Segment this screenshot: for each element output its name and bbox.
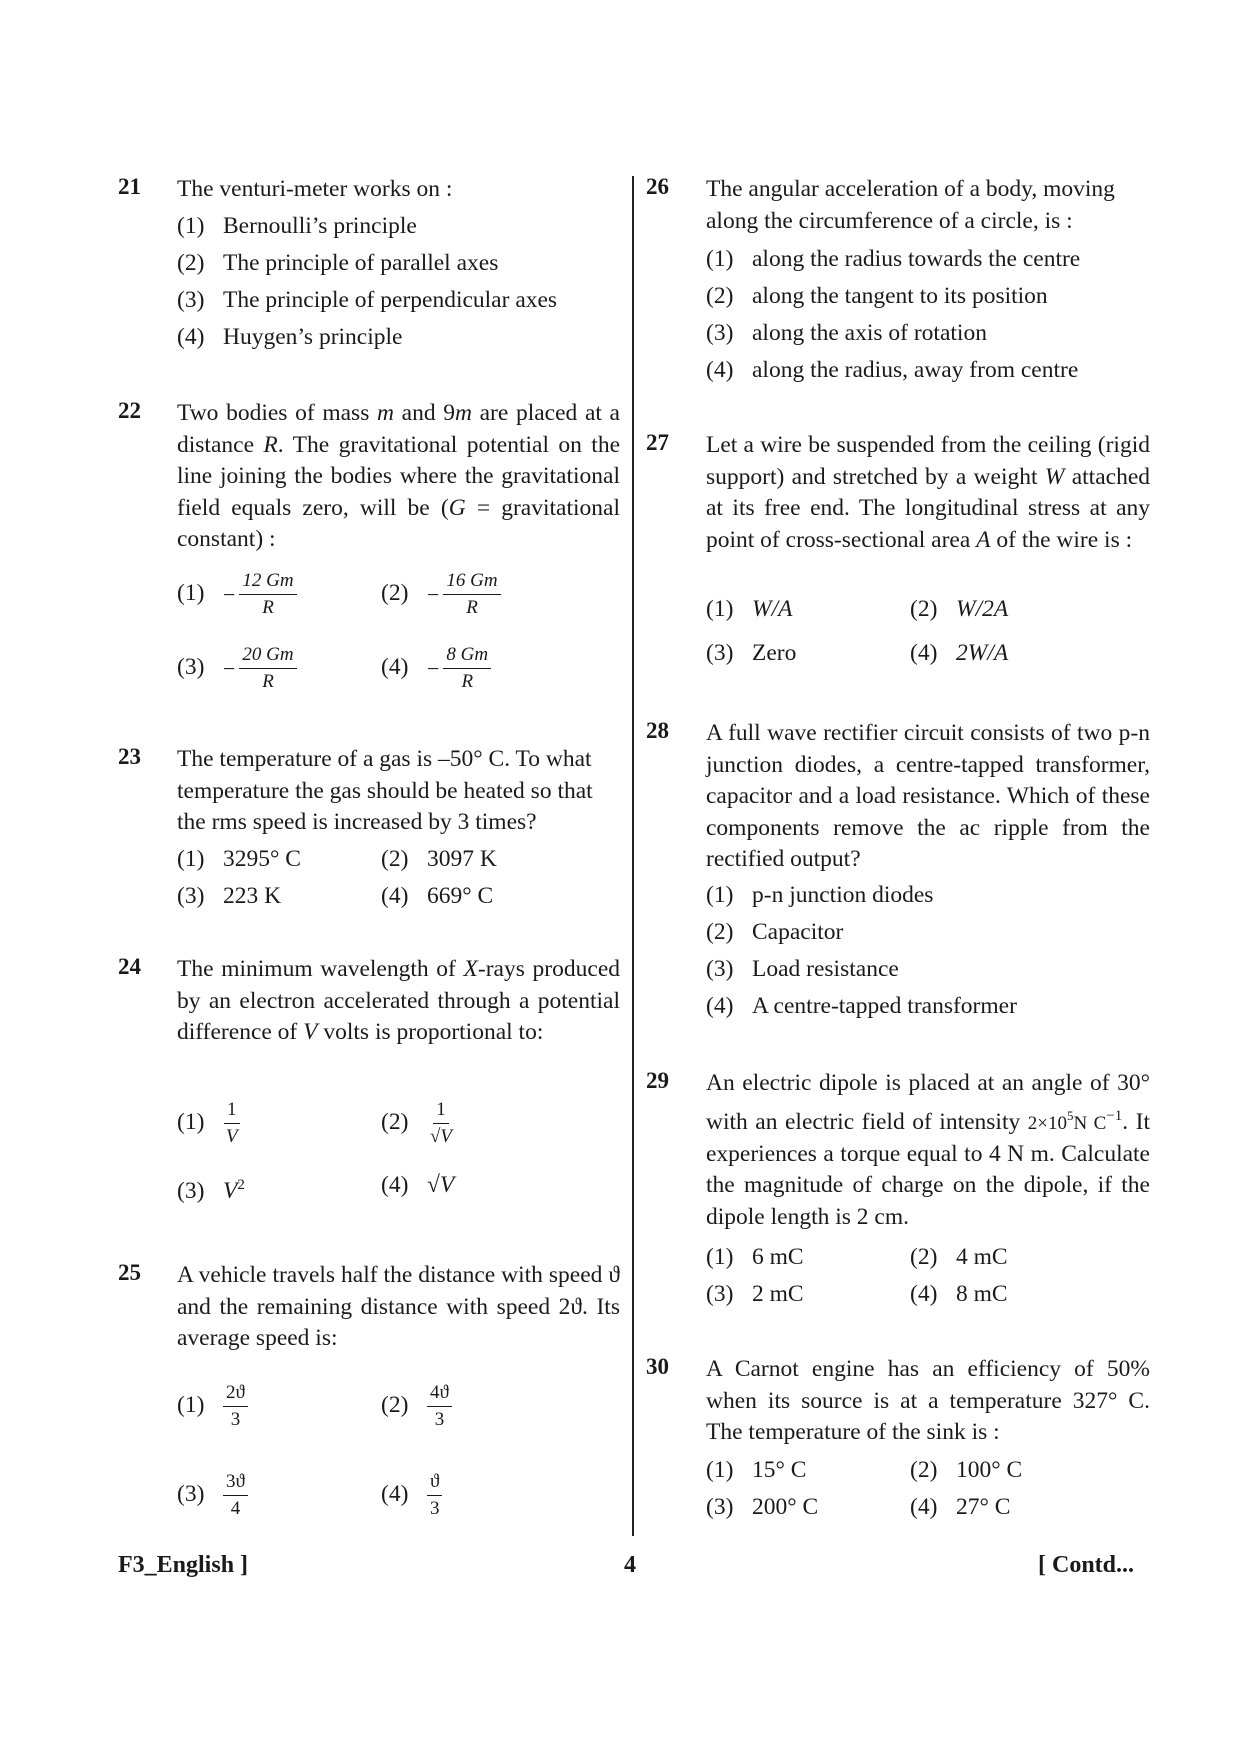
option-label: (1) [177, 579, 205, 606]
option-2 [381, 1099, 455, 1148]
option-2 [910, 1242, 1008, 1273]
question-number: 23 [118, 744, 141, 769]
option-text: A centre-tapped transformer [752, 993, 1017, 1019]
option-label: (2) [381, 1108, 409, 1135]
option-3 [177, 881, 281, 912]
column-divider [632, 176, 634, 1536]
option-text: along the radius, away from centre [752, 357, 1079, 383]
option-text: 8 mC [956, 1281, 1008, 1307]
option-label: (4) [381, 653, 409, 680]
question-number: 22 [118, 398, 141, 423]
option-label: (2) [910, 1457, 938, 1483]
option-1 [177, 211, 417, 242]
option-text: 100° C [956, 1457, 1023, 1483]
option-text: W/2A [956, 596, 1009, 622]
question-number: 29 [646, 1068, 669, 1093]
option-label: (2) [706, 283, 734, 309]
option-text: p-n junction diodes [752, 882, 934, 908]
option-4: (4) − $\frac{8 Gm}{R}$ [381, 644, 491, 693]
option-4 [706, 355, 1078, 386]
option-text: 200° C [752, 1494, 819, 1520]
option-3 [706, 1279, 804, 1310]
option-3 [706, 638, 796, 669]
option-label: (3) [177, 287, 205, 313]
option-label: (4) [381, 1480, 409, 1507]
question-number: 21 [118, 174, 141, 199]
option-label: (2) [177, 250, 205, 276]
option-text: 223 K [223, 883, 282, 909]
option-label: (3) [706, 1281, 734, 1307]
option-1 [177, 1099, 241, 1148]
fraction: $\frac{1}{V}$ [226, 1099, 238, 1147]
question-number: 24 [118, 954, 141, 979]
option-text: along the axis of rotation [752, 320, 987, 346]
question-number: 26 [646, 174, 669, 199]
option-2 [910, 594, 1008, 625]
option-4 [910, 638, 1008, 669]
option-label: (1) [706, 882, 734, 908]
option-text: Load resistance [752, 956, 899, 982]
option-text: 6 mC [752, 1244, 804, 1270]
option-label: (2) [381, 579, 409, 606]
option-text: Huygen’s principle [223, 324, 403, 350]
option-label: (3) [706, 1494, 734, 1520]
option-3 [177, 1471, 248, 1520]
option-label: (3) [706, 956, 734, 982]
question-21 [118, 174, 620, 354]
option-label: (3) [177, 883, 205, 909]
option-label: (4) [381, 1172, 409, 1198]
option-label: (2) [381, 1391, 409, 1418]
fraction: $\frac{ϑ}{3}$ [427, 1471, 443, 1520]
question-26 [646, 174, 1150, 394]
option-text: Zero [752, 640, 797, 666]
option-3: (3) $V^2$ [177, 1170, 245, 1207]
fraction: $\frac{3ϑ}{4}$ [223, 1471, 248, 1520]
option-label: (4) [910, 640, 938, 666]
question-number: 25 [118, 1260, 141, 1285]
option-1: (1) − $\frac{12 Gm}{R}$ [177, 570, 297, 619]
option-2 [177, 248, 498, 279]
option-text: The principle of parallel axes [223, 250, 499, 276]
option-label: (1) [177, 1391, 205, 1418]
option-2 [381, 1382, 452, 1431]
option-3 [706, 1492, 818, 1523]
option-text: 15° C [752, 1457, 807, 1483]
option-label: (1) [177, 213, 205, 239]
option-label: (1) [706, 1244, 734, 1270]
option-text: 3295° C [223, 846, 301, 872]
question-25 [118, 1260, 620, 1540]
option-1 [177, 844, 301, 875]
footer-page-number: 4 [624, 1552, 636, 1578]
option-2 [706, 917, 843, 948]
option-label: (4) [381, 883, 409, 909]
fraction: $\frac{20 Gm}{R}$ [239, 644, 296, 693]
option-label: (4) [706, 357, 734, 383]
option-label: (3) [706, 320, 734, 346]
option-2: (2) − $\frac{16 Gm}{R}$ [381, 570, 501, 619]
question-stem: The angular acceleration of a body, moving along the circumference of a circle, is : [706, 176, 1115, 234]
option-text: √V [427, 1172, 455, 1198]
question-stem: Let a wire be suspended from the ceiling (rigid support) and stretched by a weight W attached at its free end. The longitudinal stress at any point of cross-sectional area A of the wire is : [706, 432, 1150, 553]
option-3 [177, 285, 557, 316]
footer-contd: [ Contd... [1038, 1552, 1135, 1578]
option-label: (2) [910, 596, 938, 622]
option-label: (4) [706, 993, 734, 1019]
option-4 [177, 322, 402, 353]
question-stem: The minimum wavelength of X-rays produced by an electron accelerated through a potential difference of V volts is proportional to: [177, 956, 620, 1045]
option-label: (3) [177, 1480, 205, 1507]
question-30 [646, 1354, 1150, 1534]
option-4 [706, 991, 1017, 1022]
option-text: 4 mC [956, 1244, 1008, 1270]
option-1 [706, 880, 933, 911]
fraction: $\frac{12 Gm}{R}$ [239, 570, 296, 619]
option-3 [706, 318, 987, 349]
option-label: (1) [706, 1457, 734, 1483]
option-text: 2W/A [956, 640, 1009, 666]
option-label: (2) [910, 1244, 938, 1270]
question-22 [118, 398, 620, 708]
option-label: (4) [910, 1494, 938, 1520]
option-text: Capacitor [752, 919, 844, 945]
option-2 [381, 844, 497, 875]
question-number: 30 [646, 1354, 669, 1379]
option-text: along the radius towards the centre [752, 246, 1081, 272]
fraction: $\frac{2ϑ}{3}$ [223, 1382, 248, 1431]
option-text: The principle of perpendicular axes [223, 287, 558, 313]
option-4 [381, 1170, 454, 1201]
option-1 [706, 1455, 806, 1486]
question-number: 28 [646, 718, 669, 743]
footer-paper-code: F3_English ] [118, 1552, 249, 1578]
fraction: $\frac{16 Gm}{R}$ [443, 570, 500, 619]
option-label: (3) [706, 640, 734, 666]
option-label: (1) [177, 1108, 205, 1135]
option-text: 27° C [956, 1494, 1011, 1520]
question-stem: Two bodies of mass m and 9m are placed at a distance R. The gravitational potential on the line joining the bodies where the gravitational field equals zero, will be (G = gravitational constant) : [177, 400, 620, 552]
question-stem: The venturi-meter works on : [177, 176, 453, 202]
option-2 [706, 281, 1048, 312]
option-4 [381, 881, 493, 912]
option-1 [177, 1382, 248, 1431]
option-1 [706, 1242, 804, 1273]
option-label: (2) [381, 846, 409, 872]
question-stem: The temperature of a gas is –50° C. To what temperature the gas should be heated so that the rms speed is increased by 3 times? [177, 746, 593, 835]
question-27 [646, 430, 1150, 680]
question-23 [118, 744, 620, 914]
option-3: (3) − $\frac{20 Gm}{R}$ [177, 644, 297, 693]
option-text: 3097 K [427, 846, 497, 872]
option-label: (1) [706, 596, 734, 622]
option-label: (2) [706, 919, 734, 945]
option-label: (1) [177, 846, 205, 872]
option-1 [706, 244, 1080, 275]
question-stem: A Carnot engine has an efficiency of 50% when its source is at a temperature 327° C. The temperature of the sink is : [706, 1356, 1150, 1445]
question-29 [646, 1068, 1150, 1318]
question-stem: A full wave rectifier circuit consists of two p-n junction diodes, a centre-tapped transformer, capacitor and a load resistance. Which of these components remove the ac ripple from the rectified output? [706, 720, 1150, 872]
option-2 [910, 1455, 1022, 1486]
fraction: $\frac{4ϑ}{3}$ [427, 1382, 452, 1431]
option-text: 2 mC [752, 1281, 804, 1307]
question-24 [118, 954, 620, 1224]
fraction: $\frac{8 Gm}{R}$ [443, 644, 491, 693]
question-stem: A vehicle travels half the distance with speed ϑ and the remaining distance with speed 2ϑ. Its average speed is: [177, 1262, 620, 1351]
option-label: (4) [910, 1281, 938, 1307]
option-4 [910, 1279, 1008, 1310]
option-label: (1) [706, 246, 734, 272]
option-text: W/A [752, 596, 793, 622]
option-text: Bernoulli’s principle [223, 213, 417, 239]
question-number: 27 [646, 430, 669, 455]
option-3 [706, 954, 899, 985]
question-28 [646, 718, 1150, 1018]
fraction: $\frac{1}{√V}$ [430, 1099, 453, 1147]
option-4 [381, 1471, 443, 1520]
question-stem: An electric dipole is placed at an angle of 30° with an electric field of intensity $2\times 10^5N$ $C^{-1}$. It experiences a torque equal to 4 N m. Calculate the magnitude of charge on the dipole, if the dipole length is 2 cm. [706, 1070, 1150, 1230]
option-label: (3) [177, 1177, 205, 1204]
option-label: (4) [177, 324, 205, 350]
option-4 [910, 1492, 1010, 1523]
option-1 [706, 594, 792, 625]
option-text: along the tangent to its position [752, 283, 1048, 309]
option-label: (3) [177, 653, 205, 680]
option-text: 669° C [427, 883, 494, 909]
